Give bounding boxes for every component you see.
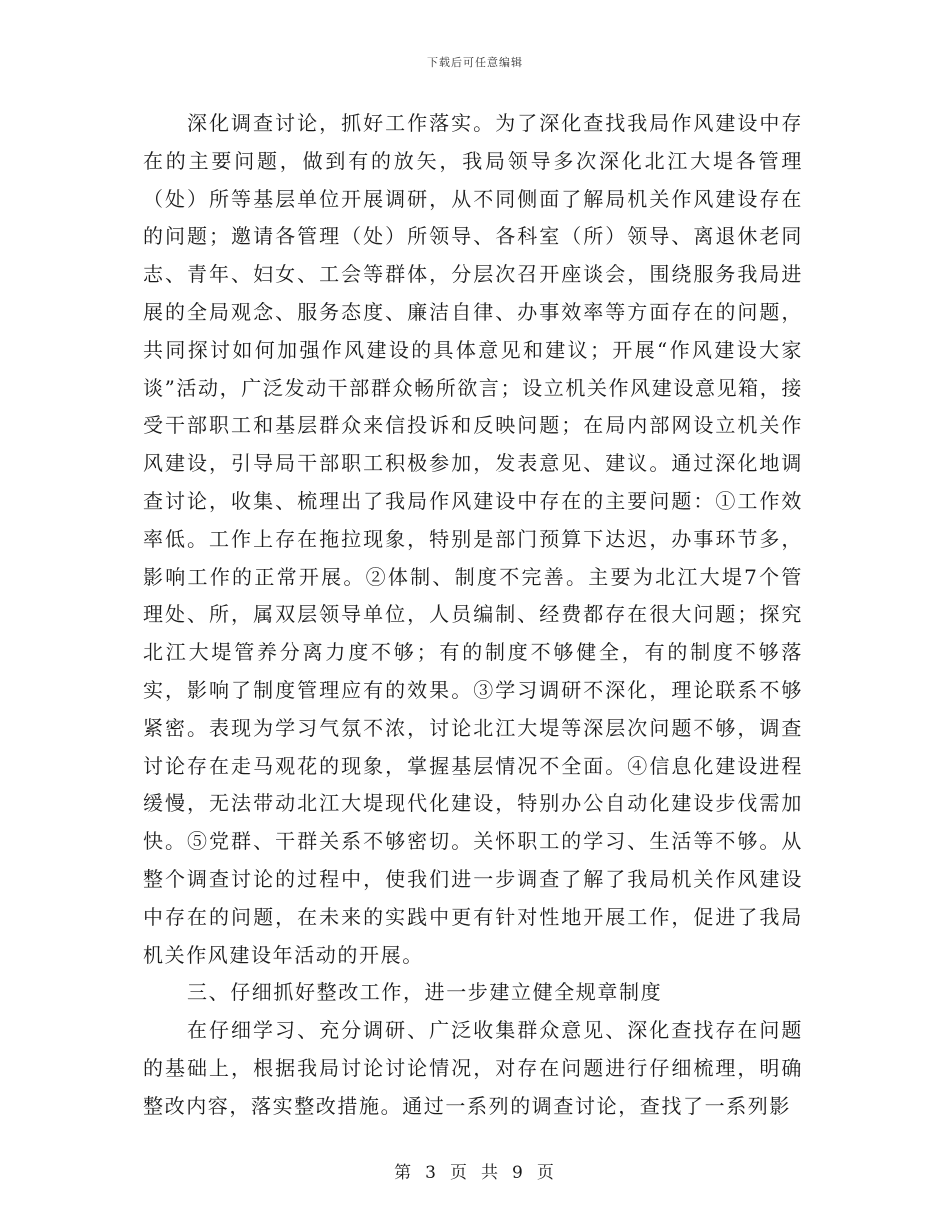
body-paragraph-2: 在仔细学习、充分调研、广泛收集群众意见、深化查找存在问题的基础上，根据我局讨论讨论情况，对存在问题进行仔细梳理，明确整改内容，落实整改措施。通过一系列的调查讨论，查找了一系列影 (143, 1018, 803, 1118)
total-page-number: 9 (512, 1163, 525, 1183)
header-note: 下载后可任意编辑 (427, 56, 523, 69)
footer-page-word: 页 (450, 1163, 469, 1183)
footer-total-prefix: 共 (481, 1163, 500, 1183)
document-body (143, 105, 803, 1126)
body-paragraph-1: 深化调查讨论，抓好工作落实。为了深化查找我局作风建设中存在的主要问题，做到有的放矢，我局领导多次深化北江大堤各管理（处）所等基层单位开展调研，从不同侧面了解局机关作风建设存在的问题；邀请各管理（处）所领导、各科室（所）领导、离退休老同志、青年、妇女、工会等群体，分层次召开座谈会，围绕服务我局进展的全局观念、服务态度、廉洁自律、办事效率等方面存在的问题，共同探讨如何加强作风建设的具体意见和建议；开展“作风建设大家谈”活动，广泛发动干部群众畅所欲言；设立机关作风建设意见箱，接受干部职工和基层群众来信投诉和反映问题；在局内部网设立机关作风建设，引导局干部职工积极参加，发表意见、建议。通过深化地调查讨论，收集、梳理出了我局作风建设中存在的主要问题：①工作效率低。工作上存在拖拉现象，特别是部门预算下达迟，办事环节多，影响工作的正常开展。②体制、制度不完善。主要为北江大堤7个管理处、所，属双层领导单位，人员编制、经费都存在很大问题；探究北江大堤管养分离力度不够；有的制度不够健全，有的制度不够落实，影响了制度管理应有的效果。③学习调研不深化，理论联系不够紧密。表现为学习气氛不浓，讨论北江大堤等深层次问题不够，调查讨论存在走马观花的现象，掌握基层情况不全面。④信息化建设进程缓慢，无法带动北江大堤现代化建设，特别办公自动化建设步伐需加快。⑤党群、干群关系不够密切。关怀职工的学习、生活等不够。从整个调查讨论的过程中，使我们进一步调查了解了我局机关作风建设中存在的问题，在未来的实践中更有针对性地开展工作，促进了我局机关作风建设年活动的开展。 (143, 111, 803, 967)
page-footer (0, 1158, 950, 1183)
footer-prefix: 第 (394, 1163, 414, 1183)
section-heading: 三、仔细抓好整改工作，进一步建立健全规章制度 (187, 980, 663, 1005)
current-page-number: 3 (425, 1163, 438, 1183)
footer-suffix: 页 (536, 1163, 556, 1183)
